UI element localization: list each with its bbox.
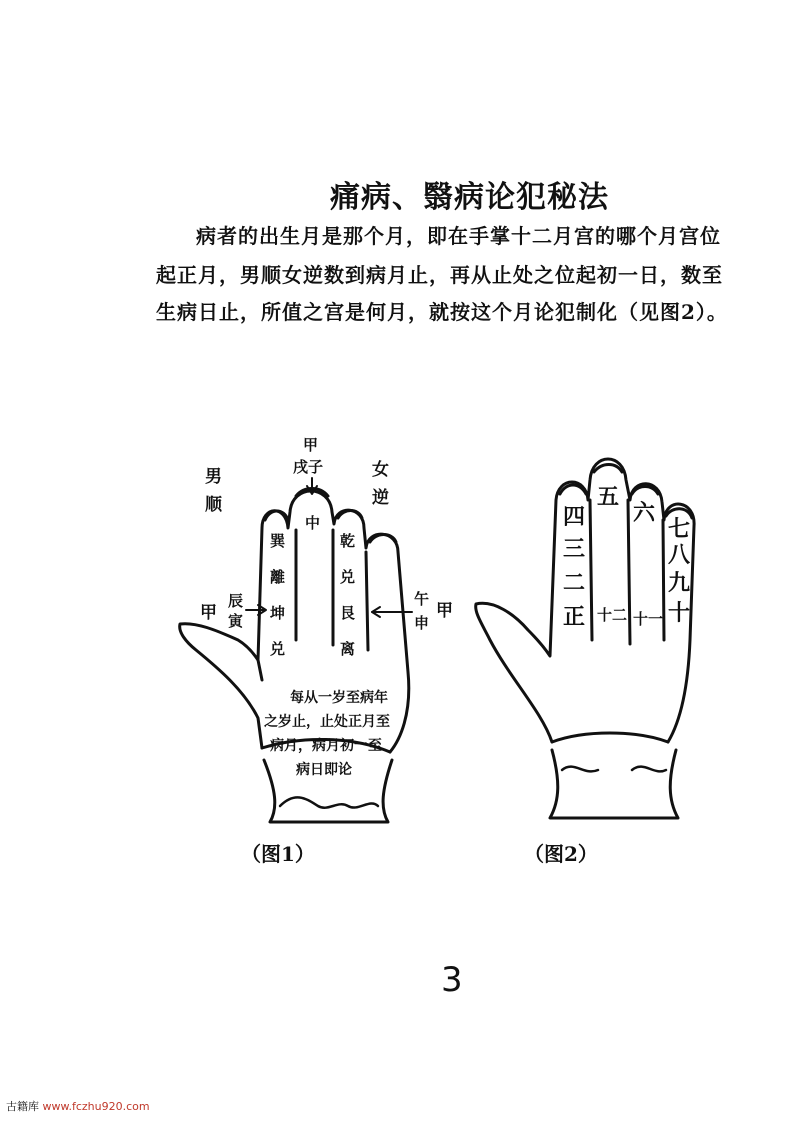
fig2-n3: 三 xyxy=(563,536,586,562)
footer-url[interactable]: www.fczhu920.com xyxy=(42,1100,150,1113)
fig2-n5: 五 xyxy=(597,484,620,510)
footer-watermark xyxy=(6,1098,150,1114)
fig1-zhong: 中 xyxy=(305,514,321,532)
footer-site: 古籍库 xyxy=(6,1100,39,1113)
fig1-note-2: 之岁止，止处正月至 xyxy=(264,714,390,730)
page-title: 痛病、翳病论犯秘法 xyxy=(330,180,609,215)
figure2-caption: （图2） xyxy=(524,842,598,866)
paragraph-line-2: 起正月，男顺女逆数到病月止，再从止处之位起初一日，数至 xyxy=(156,263,723,287)
fig1-male-2: 顺 xyxy=(205,495,222,515)
fig1-kun: 坤 xyxy=(270,604,286,622)
fig2-n12: 十二 xyxy=(597,606,628,624)
paragraph-line-3: 生病日止，所值之宫是何月，就按这个月论犯制化（见图2）。 xyxy=(156,300,728,324)
fig1-li: 離 xyxy=(270,568,286,586)
fig2-n6: 六 xyxy=(633,500,656,526)
fig1-left-yin: 寅 xyxy=(228,612,244,630)
fig2-n2: 二 xyxy=(563,570,586,596)
fig1-left-jia: 甲 xyxy=(200,603,217,623)
fig1-note-4: 病日即论 xyxy=(296,762,352,778)
fig2-n9: 九 xyxy=(668,570,691,596)
fig1-dui: 兑 xyxy=(340,568,356,586)
fig1-right-jia: 甲 xyxy=(436,601,453,621)
fig1-qian: 乾 xyxy=(340,532,356,550)
paragraph-line-1: 病者的出生月是那个月，即在手掌十二月宫的哪个月宫位 xyxy=(196,224,721,248)
fig1-top-jia: 甲 xyxy=(303,436,319,454)
fig1-female-2: 逆 xyxy=(372,488,389,508)
fig1-right-shen: 申 xyxy=(414,614,430,632)
page-number: 3 xyxy=(441,960,463,1000)
fig2-n7: 七 xyxy=(668,516,691,542)
fig2-n4: 四 xyxy=(563,504,586,530)
fig1-dui-left: 兑 xyxy=(270,640,286,658)
fig1-left-chen: 辰 xyxy=(228,592,244,610)
fig1-right-wu: 午 xyxy=(414,590,430,608)
fig2-n1: 正 xyxy=(563,604,586,630)
fig1-note-3: 病月，病月初一至 xyxy=(270,738,382,754)
fig1-gen: 艮 xyxy=(340,604,356,622)
fig2-n8: 八 xyxy=(668,542,691,568)
fig1-xun: 巽 xyxy=(270,532,286,550)
fig2-n10: 十 xyxy=(668,600,691,626)
figure1-caption: （图1） xyxy=(241,842,315,866)
fig1-male-1: 男 xyxy=(205,467,222,487)
fig1-top-xuzi: 戌子 xyxy=(293,458,324,476)
fig1-note-1: 每从一岁至病年 xyxy=(290,690,388,706)
fig1-li2: 离 xyxy=(340,640,356,658)
fig2-n11: 十一 xyxy=(633,610,664,628)
fig1-female-1: 女 xyxy=(372,460,389,480)
